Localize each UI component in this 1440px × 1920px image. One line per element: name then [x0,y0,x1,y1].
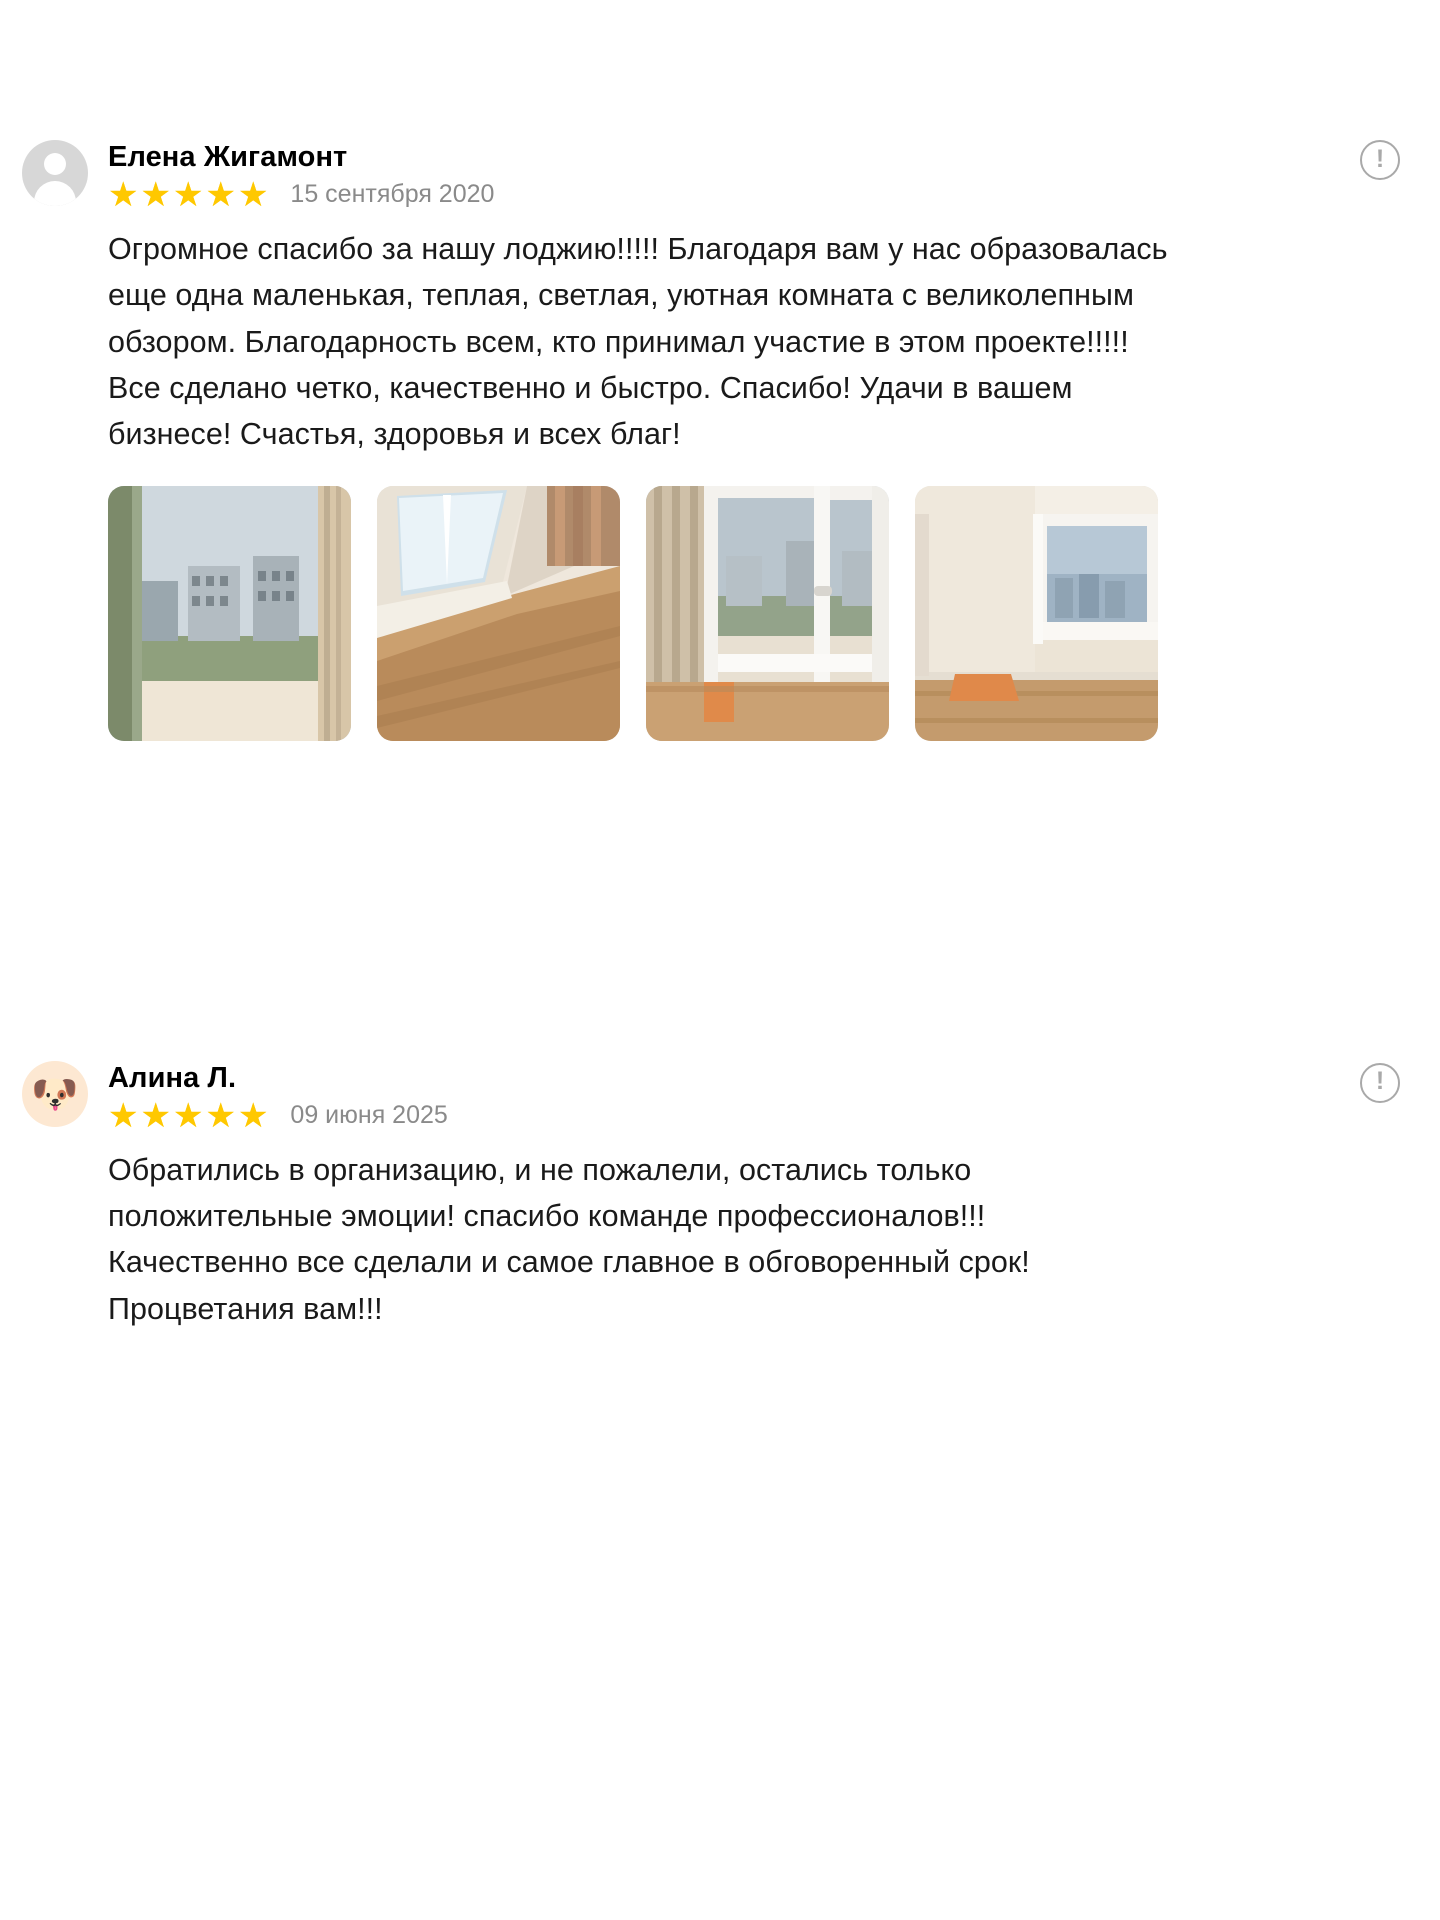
star-icon: ★ [237,175,269,214]
report-exclamation-icon: ! [1375,1067,1385,1096]
star-icon: ★ [205,175,236,214]
rating-stars [108,1096,269,1135]
review-text: Обратились в организацию, и не пожалели, остались только положительные эмоции! спасибо команде профессионалов!!! Качественно все сделали и самое главное в обговоренный срок! Процветания вам!!! [108,1152,1030,1326]
star-icon: ★ [108,1096,139,1135]
photo-thumbnail-image [108,486,351,741]
review-item [0,0,1440,741]
review-item [0,1061,1440,1332]
star-icon: ★ [172,175,204,214]
review-body [22,226,1400,741]
star-icon: ★ [205,1096,236,1135]
star-icon: ★ [140,175,171,214]
review-author-name: Алина Л. [108,1061,237,1094]
review-date: 09 июня 2025 [290,1101,448,1130]
star-icon: ★ [172,1096,204,1135]
review-date: 15 сентября 2020 [290,180,495,209]
avatar [22,1061,88,1127]
review-header [22,140,1400,212]
review-photos [108,486,1400,741]
review-text: Огромное спасибо за нашу лоджию!!!!! Благодаря вам у нас образовалась еще одна маленькая, теплая, светлая, уютная комната с великолепным обзором. Благодарность всем, кто принимал участие в этом проекте!!!!!Все сделано четко, качественно и быстро. Спасибо! Удачи в вашем бизнесе! Счастья, здоровья и всех благ! [108,231,1168,452]
review-body [22,1147,1400,1332]
review-header [22,1061,1400,1133]
photo-thumbnail-image [646,486,889,741]
photo-thumbnail-image [915,486,1158,741]
dog-emoji-icon: 🐶 [31,1073,79,1116]
balcony-photo-3[interactable] [646,486,889,741]
review-meta [108,175,495,214]
balcony-photo-4[interactable] [915,486,1158,741]
star-icon: ★ [140,1096,171,1135]
star-icon: ★ [108,175,139,214]
avatar [22,140,88,206]
balcony-photo-2[interactable] [377,486,620,741]
balcony-photo-1[interactable] [108,486,351,741]
review-author-name: Елена Жигамонт [108,141,348,173]
report-review-button[interactable] [1360,1063,1400,1103]
review-meta [108,1096,448,1135]
photo-thumbnail-image [377,486,620,741]
rating-stars [108,175,269,214]
star-icon: ★ [237,1096,269,1135]
report-review-button[interactable] [1360,140,1400,180]
report-exclamation-icon: ! [1375,144,1385,173]
